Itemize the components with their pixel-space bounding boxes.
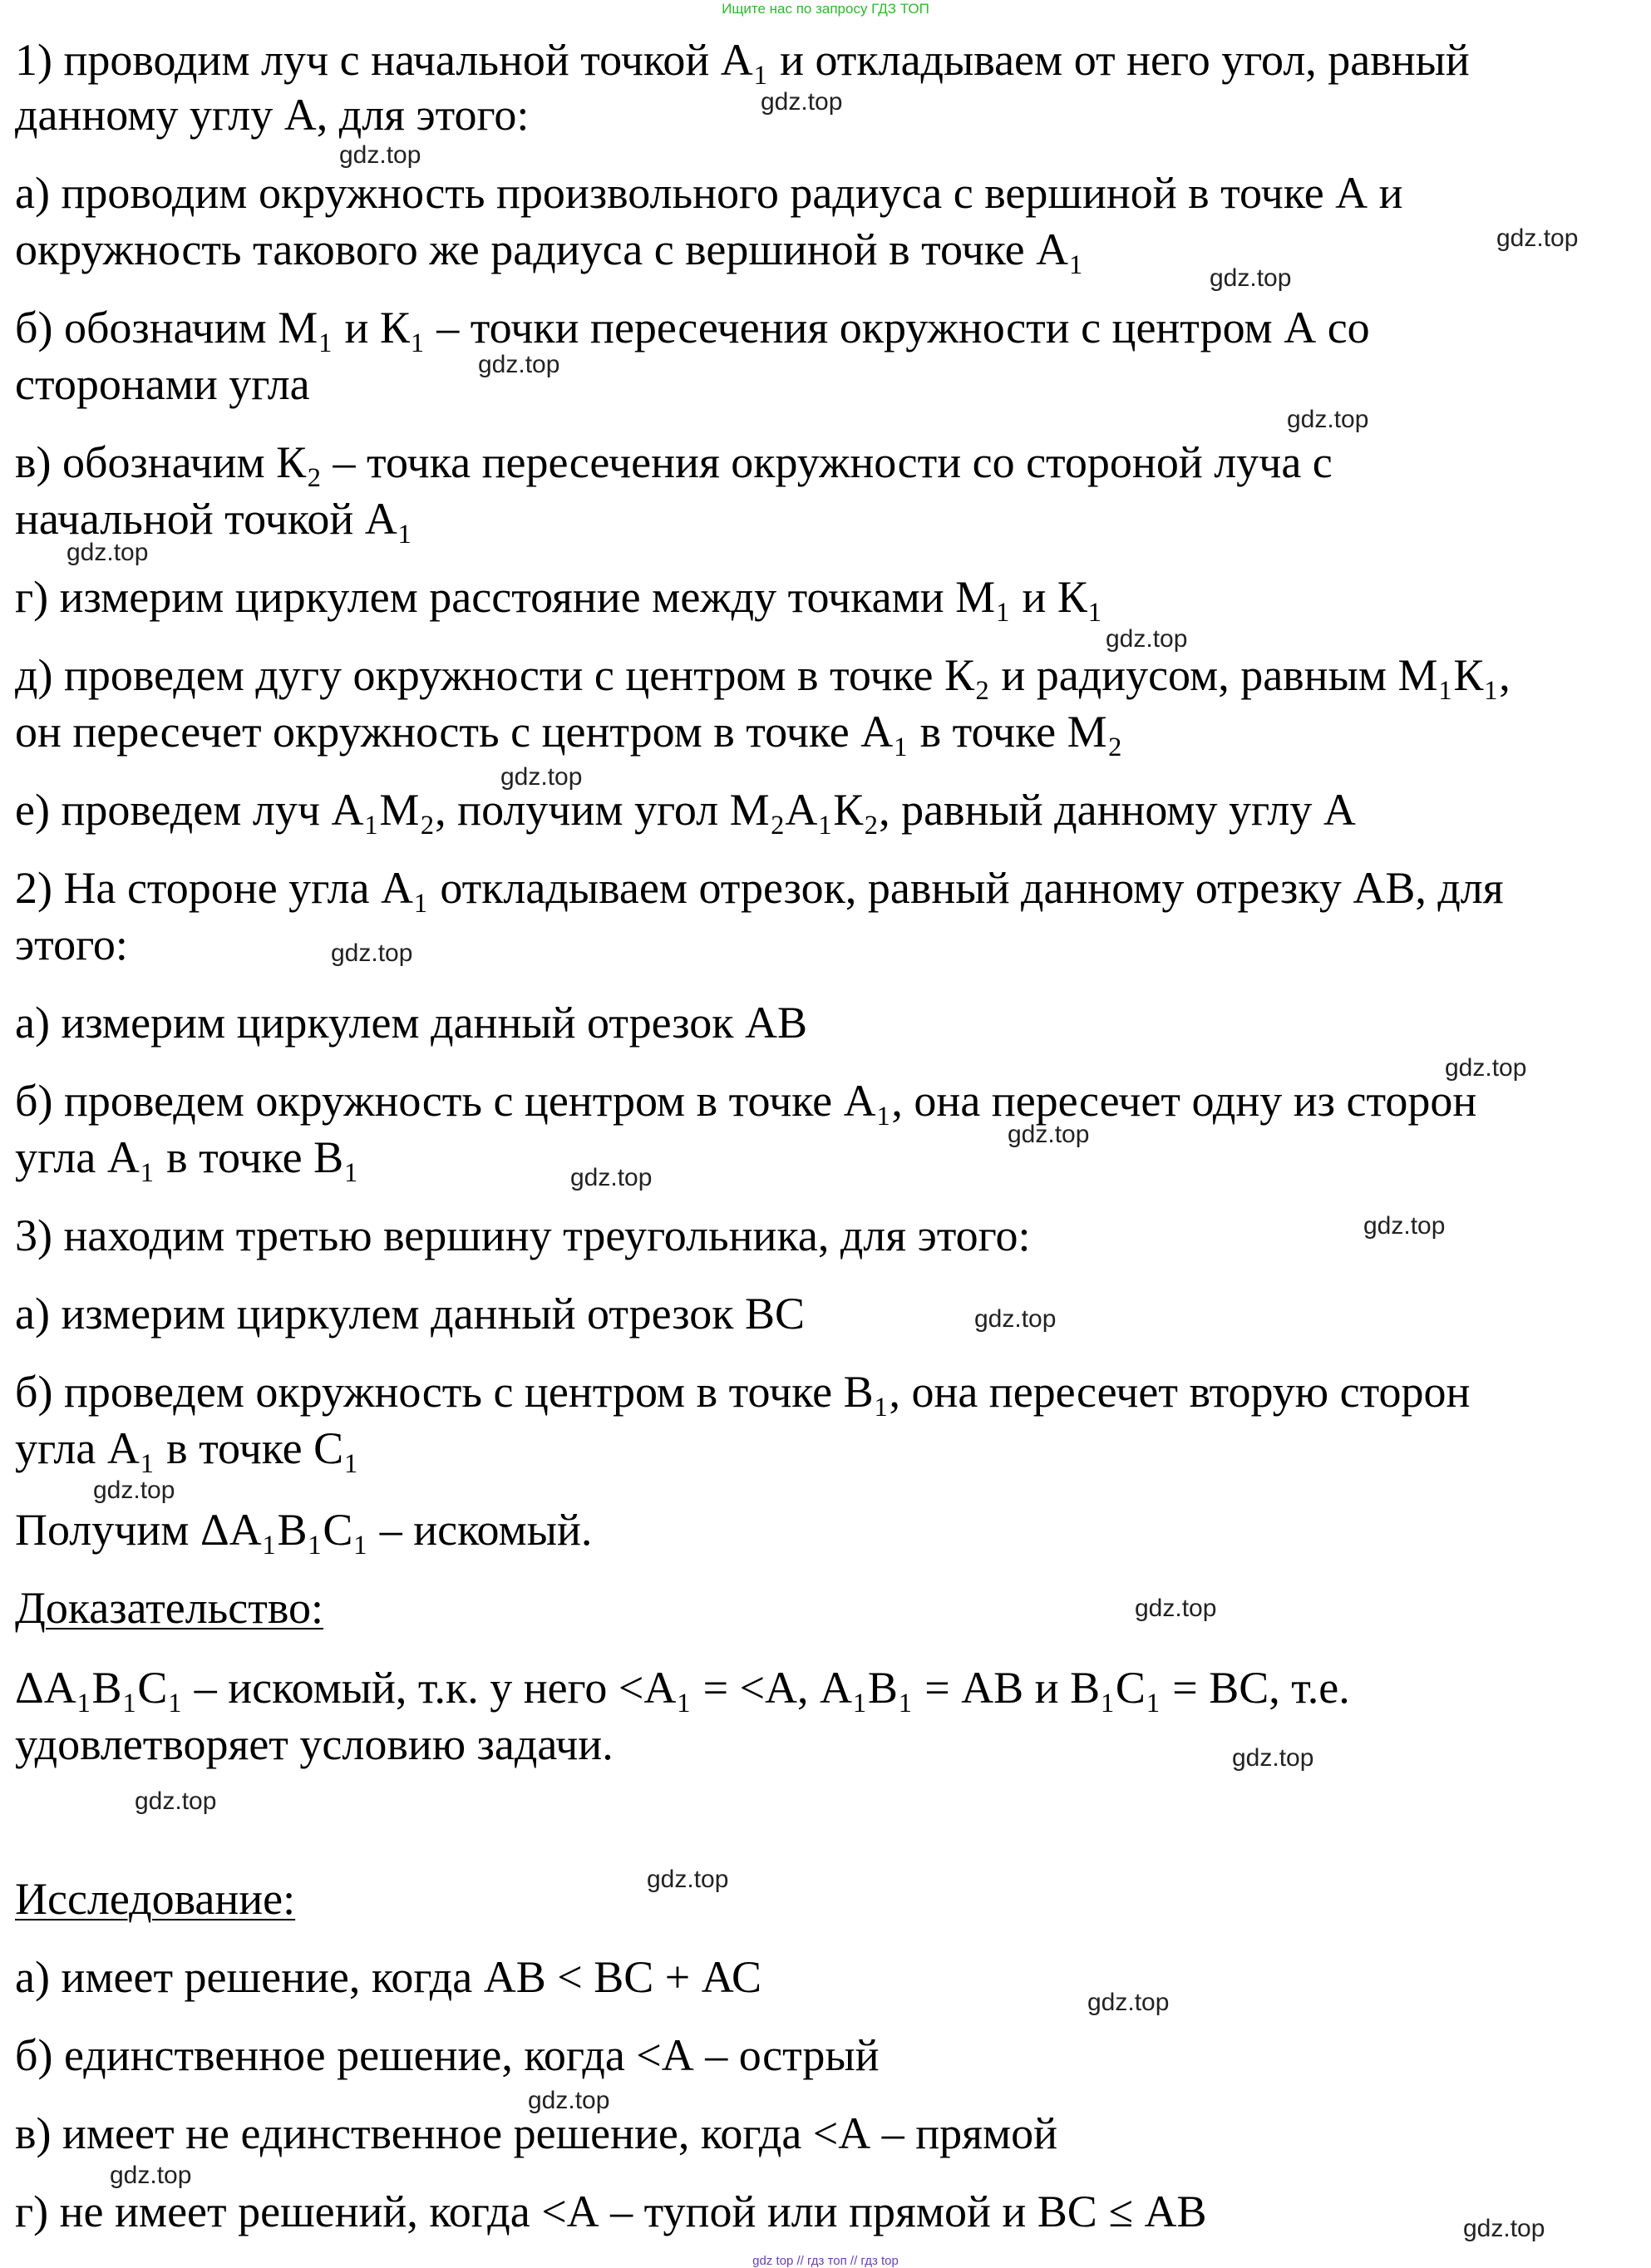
text-line: 3) находим третью вершину треугольника, для этого: xyxy=(15,1210,1031,1260)
watermark: gdz.top xyxy=(761,88,843,116)
watermark: gdz.top xyxy=(110,2162,192,2189)
text-line: угла А₁ в точке В₁ xyxy=(15,1132,359,1182)
watermark: gdz.top xyxy=(1135,1595,1217,1622)
research-heading: Исследование: xyxy=(15,1874,296,1924)
watermark: gdz.top xyxy=(1363,1212,1446,1240)
text-line: Получим ΔА₁В₁С₁ – искомый. xyxy=(15,1505,593,1555)
watermark: gdz.top xyxy=(1087,1989,1170,2016)
text-line: начальной точкой А₁ xyxy=(15,494,413,544)
watermark: gdz.top xyxy=(339,141,421,169)
watermark: gdz.top xyxy=(135,1787,217,1815)
watermark: gdz.top xyxy=(1210,264,1292,292)
watermark: gdz.top xyxy=(1106,625,1188,653)
watermark: gdz.top xyxy=(500,763,583,791)
watermark: gdz.top xyxy=(1008,1121,1090,1148)
text-line: удовлетворяет условию задачи. xyxy=(15,1719,614,1769)
watermark: gdz.top xyxy=(528,2087,610,2114)
text-line: д) проведем дугу окружности с центром в точке К₂ и радиусом, равным М₁К₁, xyxy=(15,650,1511,700)
text-line: ΔА₁В₁С₁ – искомый, т.к. у него <А₁ = <А, А₁В₁ = АВ и В₁С₁ = ВС, т.е. xyxy=(15,1663,1350,1713)
proof-heading: Доказательство: xyxy=(15,1583,323,1633)
text-line: б) проведем окружность с центром в точке В₁, она пересечет вторую сторон xyxy=(15,1367,1471,1417)
text-line: данному углу А, для этого: xyxy=(15,90,530,140)
text-line: а) проводим окружность произвольного радиуса с вершиной в точке А и xyxy=(15,168,1403,218)
watermark: gdz.top xyxy=(1287,406,1369,433)
text-line: г) измерим циркулем расстояние между точками М₁ и К₁ xyxy=(15,572,1103,622)
watermark: gdz.top xyxy=(1445,1054,1527,1082)
text-line: угла А₁ в точке С₁ xyxy=(15,1423,359,1473)
text-line: г) не имеет решений, когда <А – тупой или прямой и ВС ≤ АВ xyxy=(15,2187,1207,2236)
text-line: он пересечет окружность с центром в точке А₁ в точке М₂ xyxy=(15,707,1123,757)
watermark: gdz.top xyxy=(1496,224,1579,252)
text-line: б) проведем окружность с центром в точке А₁, она пересечет одну из сторон xyxy=(15,1076,1477,1126)
watermark: gdz.top xyxy=(331,939,413,967)
watermark: gdz.top xyxy=(1232,1744,1314,1772)
text-line: 2) На стороне угла А₁ откладываем отрезок, равный данному отрезку АВ, для xyxy=(15,863,1504,913)
text-line: в) обозначим К₂ – точка пересечения окружности со стороной луча с xyxy=(15,437,1333,487)
watermark: gdz.top xyxy=(570,1164,653,1191)
text-line: а) имеет решение, когда АВ < ВС + АС xyxy=(15,1952,762,2002)
watermark: gdz.top xyxy=(67,539,149,566)
text-line: этого: xyxy=(15,920,128,969)
watermark: gdz.top xyxy=(1463,2215,1545,2242)
watermark: gdz.top xyxy=(974,1305,1057,1333)
watermark: gdz.top xyxy=(93,1477,175,1504)
header-note: Ищите нас по запросу ГДЗ ТОП xyxy=(722,1,929,17)
text-line: б) обозначим М₁ и К₁ – точки пересечения окружности с центром А со xyxy=(15,303,1370,353)
text-line: окружность такового же радиуса с вершиной в точке А₁ xyxy=(15,224,1084,274)
watermark: gdz.top xyxy=(478,351,560,378)
text-line: 1) проводим луч с начальной точкой А₁ и откладываем от него угол, равный xyxy=(15,35,1470,85)
watermark: gdz.top xyxy=(647,1866,729,1893)
text-line: сторонами угла xyxy=(15,359,310,409)
text-line: б) единственное решение, когда <А – острый xyxy=(15,2030,880,2080)
footer-note: gdz top // гдз топ // гдз top xyxy=(752,2254,899,2268)
text-line: а) измерим циркулем данный отрезок ВС xyxy=(15,1289,805,1339)
text-line: е) проведем луч А₁М₂, получим угол М₂А₁К₂, равный данному углу А xyxy=(15,785,1356,835)
text-line: а) измерим циркулем данный отрезок АВ xyxy=(15,998,807,1048)
text-line: в) имеет не единственное решение, когда <А – прямой xyxy=(15,2108,1058,2158)
